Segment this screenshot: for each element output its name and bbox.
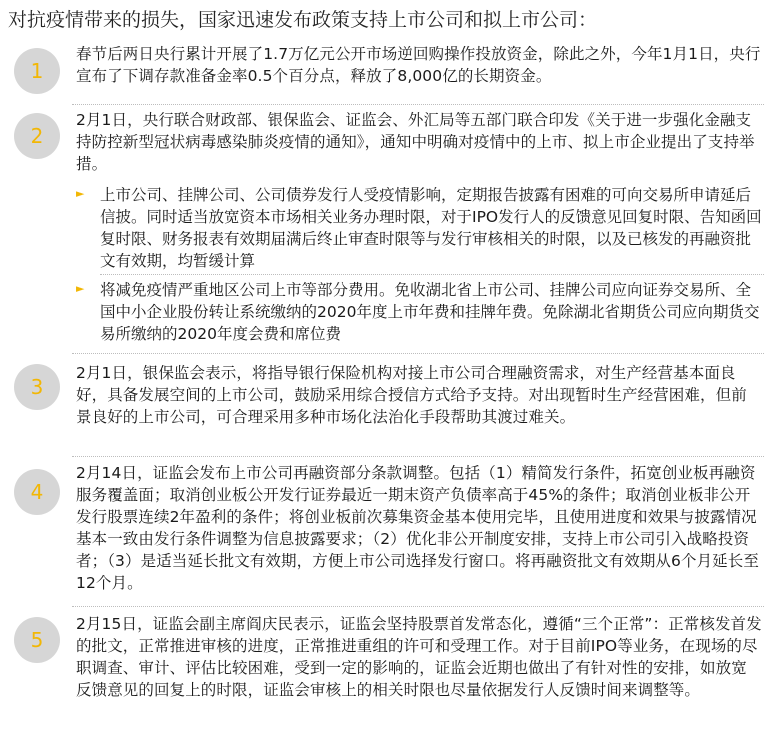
item-text: 2月1日，央行联合财政部、银保监会、证监会、外汇局等五部门联合印发《关于进一步强化金融支持防控新型冠状病毒感染肺炎疫情的通知》，通知中明确对疫情中的上市、拟上市企业提出了支持举措。 [76, 111, 755, 173]
divider [72, 104, 764, 105]
bullet-text: 上市公司、挂牌公司、公司债券发行人受疫情影响，定期报告披露有困难的可向交易所申请延后信披。同时适当放宽资本市场相关业务办理时限，对于IPO发行人的反馈意见回复时限、告知函回复时限、财务报表有效期届满后终止审查时限等与发行审核相关的时限，以及已核发的再融资批文有效期，均暂缓计算 [100, 186, 762, 270]
divider [72, 606, 764, 607]
divider [100, 274, 764, 275]
triangle-right-icon: ► [76, 187, 85, 200]
item-number-badge: 5 [14, 617, 60, 663]
item-number-badge: 1 [14, 48, 60, 94]
item-text: 2月15日，证监会副主席阎庆民表示，证监会坚持股票首发常态化，遵循“三个正常”：正常核发首发的批文，正常推进审核的进度，正常推进重组的许可和受理工作。对于目前IPO等业务，在现场的尽职调查、审计、评估比较困难，受到一定的影响的，证监会近期也做出了有针对性的安排，如放宽反馈意见的回复上的时限，证监会审核上的相关时限也尽量依据发行人反馈时间来调整等。 [76, 615, 762, 699]
item-number-badge: 2 [14, 113, 60, 159]
triangle-right-icon: ► [76, 282, 85, 295]
divider [72, 456, 764, 457]
item-text: 春节后两日央行累计开展了1.7万亿元公开市场逆回购操作投放资金，除此之外，今年1月1日，央行宣布了下调存款准备金率0.5个百分点，释放了8,000亿的长期资金。 [76, 45, 761, 85]
page-title: 对抗疫情带来的损失，国家迅速发布政策支持上市公司和拟上市公司： [8, 9, 598, 31]
divider [72, 353, 764, 354]
item-text: 2月1日，银保监会表示，将指导银行保险机构对接上市公司合理融资需求，对生产经营基本面良好，具备发展空间的上市公司，鼓励采用综合授信方式给予支持。对出现暂时生产经营困难，但前景良好的上市公司，可合理采用多种市场化法治化手段帮助其渡过难关。 [76, 364, 747, 426]
bullet-text: 将减免疫情严重地区公司上市等部分费用。免收湖北省上市公司、挂牌公司应向证券交易所、全国中小企业股份转让系统缴纳的2020年度上市年费和挂牌年费。免除湖北省期货公司应向期货交易所缴纳的2020年度会费和席位费 [100, 281, 760, 343]
item-number-badge: 3 [14, 364, 60, 410]
item-text: 2月14日，证监会发布上市公司再融资部分条款调整。包括（1）精简发行条件，拓宽创业板再融资服务覆盖面；取消创业板公开发行证券最近一期末资产负债率高于45%的条件；取消创业板非公开发行股票连续2年盈利的条件；将创业板前次募集资金基本使用完毕，且使用进度和效果与披露情况基本一致由发行条件调整为信息披露要求；（2）优化非公开制度安排，支持上市公司引入战略投资者；（3）是适当延长批文有效期，方便上市公司选择发行窗口。将再融资批文有效期从6个月延长至12个月。 [76, 464, 759, 592]
item-number-badge: 4 [14, 469, 60, 515]
